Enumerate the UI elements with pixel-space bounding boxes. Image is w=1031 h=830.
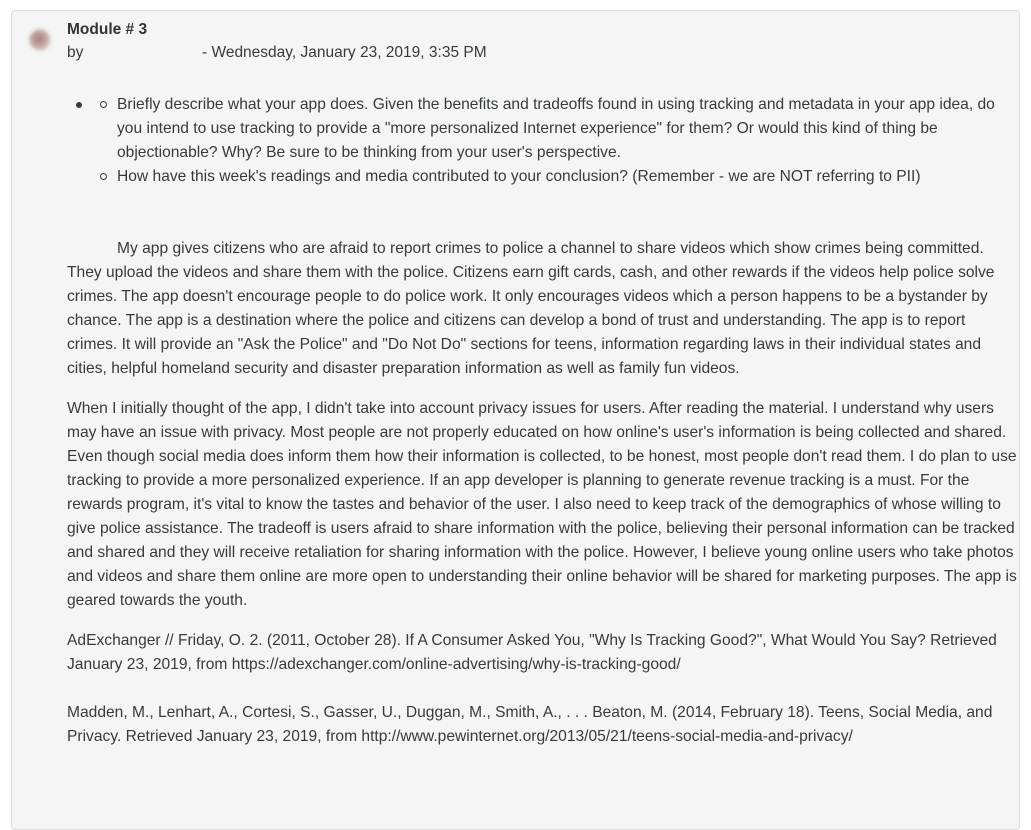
body-paragraph: My app gives citizens who are afraid to report crimes to police a channel to share videos which show crimes being committed. They upload the videos and share them with the police. Citizens earn gift cards, cash, and other rewards if the videos help police solve crimes. The app doesn't encourage people to do police work. It only encourages videos which a person happens to be a bystander by chance. The app is a destination where the police and citizens can develop a bond of trust and understanding. The app is to report crimes. It will provide an "Ask the Police" and "Do Not Do" sections for teens, information regarding laws in their individual states and cities, helpful homeland security and disaster preparation information as well as family fun videos. [67,240,995,377]
post-byline [67,43,487,63]
post-date: - Wednesday, January 23, 2019, 3:35 PM [202,44,487,61]
author-avatar[interactable] [29,29,51,51]
question-list-item [105,93,1017,189]
by-label: by [67,44,84,61]
question-sublist [105,93,1017,189]
question-item: How have this week's readings and media contributed to your conclusion? (Remember - we are NOT referring to PII) [117,165,1017,189]
post-subject: Module # 3 [67,21,148,38]
reference-entry: Madden, M., Lenhart, A., Cortesi, S., Gasser, U., Duggan, M., Smith, A., . . . Beaton, M. (2014, February 18). Teens, Social Media, and Privacy. Retrieved January 23, 2019, from http://www.pewinternet.org/2013/05/21/teens-social-media-and-privacy/ [67,704,993,745]
question-list [67,93,1017,189]
forum-post [11,10,1020,830]
question-item: Briefly describe what your app does. Given the benefits and tradeoffs found in using tracking and metadata in your app idea, do you intend to use tracking to provide a "more personalized Internet experience" for them? Or would this kind of thing be objectionable? Why? Be sure to be thinking from your user's perspective. [117,93,1017,165]
bullet-icon [76,102,82,108]
post-content [67,93,1017,749]
body-paragraph: When I initially thought of the app, I didn't take into account privacy issues for users. After reading the material. I understand why users may have an issue with privacy. Most people are not properly educated on how online's user's information is being collected and shared. Even though social media does inform them how their information is collected, to be honest, most people don't read them. I do plan to use tracking to provide a more personalized experience. If an app developer is planning to generate revenue tracking is a must. For the rewards program, it's vital to know the tastes and behavior of the user. I also need to keep track of the demographics of whose willing to give police assistance. The tradeoff is users afraid to share information with the police, believing their personal information can be tracked and shared and they will receive retaliation for sharing information with the police. However, I believe young online users who take photos and videos and share them online are more open to understanding their online behavior will be shared for marketing purposes. The app is geared towards the youth. [67,400,1017,609]
reference-entry: AdExchanger // Friday, O. 2. (2011, October 28). If A Consumer Asked You, "Why Is Tracking Good?", What Would You Say? Retrieved January 23, 2019, from https://adexchanger.com/online-advertising/why-is-tracking-good/ [67,632,997,673]
